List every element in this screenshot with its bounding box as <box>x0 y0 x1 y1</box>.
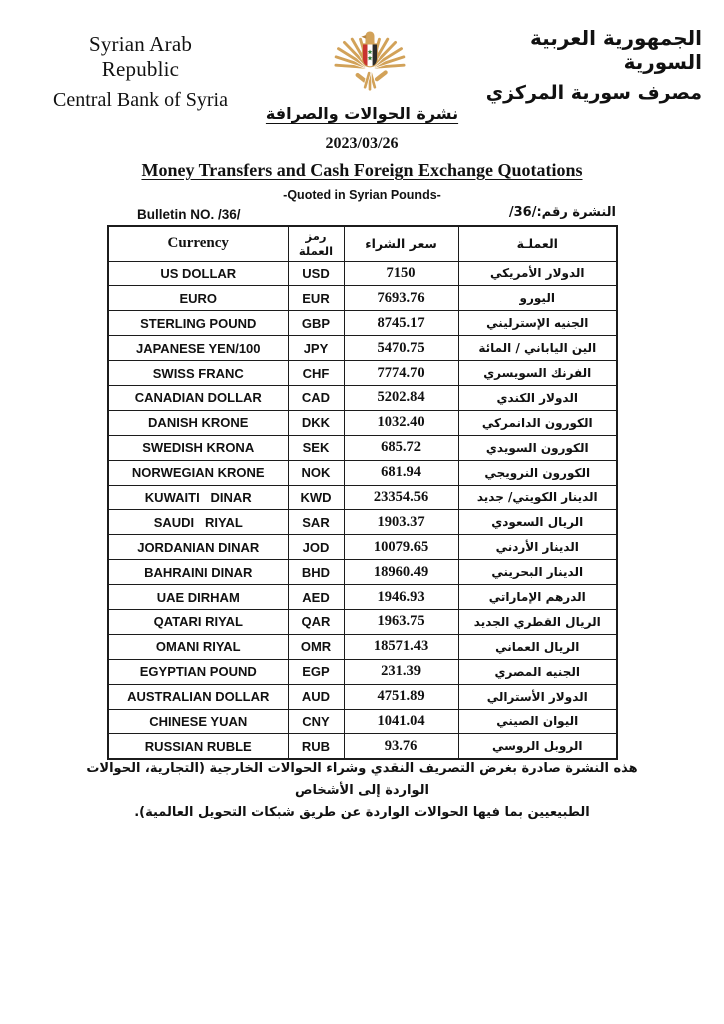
currency-code: CAD <box>288 385 344 410</box>
header-buying-price: سعر الشراء <box>344 226 458 261</box>
table-row <box>108 709 617 734</box>
buying-price: 681.94 <box>344 460 458 485</box>
currency-name-en: DANISH KRONE <box>108 410 288 435</box>
currency-code: AUD <box>288 684 344 709</box>
currency-name-en: JAPANESE YEN/100 <box>108 336 288 361</box>
buying-price: 5202.84 <box>344 385 458 410</box>
eagle-icon <box>326 26 414 102</box>
buying-price: 1041.04 <box>344 709 458 734</box>
buying-price: 4751.89 <box>344 684 458 709</box>
currency-name-ar: الين الياباني / المائة <box>458 336 617 361</box>
buying-price: 7150 <box>344 261 458 286</box>
currency-code: GBP <box>288 311 344 336</box>
table-row <box>108 585 617 610</box>
currency-name-en: UAE DIRHAM <box>108 585 288 610</box>
currency-name-en: JORDANIAN DINAR <box>108 535 288 560</box>
currency-name-ar: الكورون النرويجي <box>458 460 617 485</box>
buying-price: 10079.65 <box>344 535 458 560</box>
currency-name-ar: اليورو <box>458 286 617 311</box>
footer-note-line2: الطبيعيين بما فيها الحوالات الواردة عن طريق شبكات التحويل العالمية). <box>134 805 590 820</box>
currency-name-ar: الروبل الروسي <box>458 734 617 759</box>
table-row <box>108 659 617 684</box>
currency-name-en: US DOLLAR <box>108 261 288 286</box>
header-currency-code: رمز العملة <box>288 226 344 261</box>
buying-price: 18960.49 <box>344 560 458 585</box>
buying-price: 1963.75 <box>344 609 458 634</box>
currency-name-ar: اليوان الصيني <box>458 709 617 734</box>
table-row <box>108 410 617 435</box>
bulletin-number-ar: النشرة رقم:/36/ <box>508 205 616 220</box>
currency-code: NOK <box>288 460 344 485</box>
table-row <box>108 510 617 535</box>
buying-price: 23354.56 <box>344 485 458 510</box>
table-row <box>108 485 617 510</box>
currency-name-en: STERLING POUND <box>108 311 288 336</box>
currency-name-en: SWEDISH KRONA <box>108 435 288 460</box>
buying-price: 5470.75 <box>344 336 458 361</box>
bulletin-title-en: Money Transfers and Cash Foreign Exchange Quotations <box>141 160 583 180</box>
table-row <box>108 634 617 659</box>
currency-name-ar: الدولار الأمريكي <box>458 261 617 286</box>
bulletin-title-ar: نشرة الحوالات والصرافة <box>265 104 459 123</box>
table-row <box>108 535 617 560</box>
header-right <box>482 26 702 104</box>
currency-name-ar: الكورون السويدي <box>458 435 617 460</box>
currency-code: QAR <box>288 609 344 634</box>
currency-name-ar: الريال العماني <box>458 634 617 659</box>
currency-name-en: SWISS FRANC <box>108 361 288 386</box>
currency-name-en: KUWAITI DINAR <box>108 485 288 510</box>
currency-name-en: SAUDI RIYAL <box>108 510 288 535</box>
currency-code: BHD <box>288 560 344 585</box>
country-name-ar: الجمهورية العربية السورية <box>530 26 702 74</box>
currency-name-ar: الفرنك السويسري <box>458 361 617 386</box>
table-row <box>108 684 617 709</box>
bulletin-number-en: Bulletin NO. /36/ <box>137 207 241 222</box>
buying-price: 1946.93 <box>344 585 458 610</box>
currency-code: CHF <box>288 361 344 386</box>
table-row <box>108 336 617 361</box>
bank-name-en: Central Bank of Syria <box>53 89 228 111</box>
table-row <box>108 435 617 460</box>
currency-name-ar: الدينار الكويتي/ جديد <box>458 485 617 510</box>
table-row <box>108 361 617 386</box>
currency-name-ar: الريال السعودي <box>458 510 617 535</box>
buying-price: 93.76 <box>344 734 458 759</box>
table-header-row <box>108 226 617 261</box>
bulletin-date: 2023/03/26 <box>325 135 399 152</box>
currency-code: DKK <box>288 410 344 435</box>
header-currency-ar: العملـة <box>458 226 617 261</box>
currency-code: AED <box>288 585 344 610</box>
table-row <box>108 286 617 311</box>
buying-price: 685.72 <box>344 435 458 460</box>
currency-code: EUR <box>288 286 344 311</box>
syrian-eagle-emblem <box>326 26 414 102</box>
currency-code: CNY <box>288 709 344 734</box>
buying-price: 8745.17 <box>344 311 458 336</box>
header-currency-en: Currency <box>108 226 288 261</box>
currency-name-ar: الجنيه الإسترليني <box>458 311 617 336</box>
rates-table-body <box>108 261 617 759</box>
bank-name-ar: مصرف سورية المركزي <box>485 82 702 104</box>
currency-code: EGP <box>288 659 344 684</box>
currency-name-en: CHINESE YUAN <box>108 709 288 734</box>
currency-name-en: QATARI RIYAL <box>108 609 288 634</box>
buying-price: 231.39 <box>344 659 458 684</box>
buying-price: 18571.43 <box>344 634 458 659</box>
currency-name-en: OMANI RIYAL <box>108 634 288 659</box>
table-row <box>108 261 617 286</box>
buying-price: 7774.70 <box>344 361 458 386</box>
currency-code: KWD <box>288 485 344 510</box>
currency-code: SEK <box>288 435 344 460</box>
table-row <box>108 609 617 634</box>
currency-name-ar: الدولار الأسترالي <box>458 684 617 709</box>
currency-code: JOD <box>288 535 344 560</box>
buying-price: 1032.40 <box>344 410 458 435</box>
buying-price: 7693.76 <box>344 286 458 311</box>
table-row <box>108 560 617 585</box>
currency-code: OMR <box>288 634 344 659</box>
currency-name-en: NORWEGIAN KRONE <box>108 460 288 485</box>
header-left <box>48 32 233 112</box>
currency-name-ar: الدينار البحريني <box>458 560 617 585</box>
currency-code: USD <box>288 261 344 286</box>
quoted-in-note: -Quoted in Syrian Pounds- <box>283 188 441 202</box>
currency-code: SAR <box>288 510 344 535</box>
footer-note-line1: هذه النشرة صادرة بغرض التصريف النقدي وشراء الحوالات الخارجية (التجارية، الحوالات الواردة إلى الأشخاص <box>86 761 638 798</box>
currency-name-en: EURO <box>108 286 288 311</box>
country-name-en: Syrian Arab Republic <box>88 32 193 81</box>
footer-note <box>86 758 638 824</box>
table-row <box>108 311 617 336</box>
buying-price: 1903.37 <box>344 510 458 535</box>
currency-name-en: RUSSIAN RUBLE <box>108 734 288 759</box>
currency-name-ar: الدينار الأردني <box>458 535 617 560</box>
currency-name-en: BAHRAINI DINAR <box>108 560 288 585</box>
currency-name-en: EGYPTIAN POUND <box>108 659 288 684</box>
currency-code: JPY <box>288 336 344 361</box>
currency-name-ar: الريال القطري الجديد <box>458 609 617 634</box>
currency-name-ar: الجنيه المصري <box>458 659 617 684</box>
currency-name-ar: الدرهم الإماراتي <box>458 585 617 610</box>
exchange-rates-table <box>107 225 618 760</box>
currency-code: RUB <box>288 734 344 759</box>
currency-name-ar: الكورون الدانمركي <box>458 410 617 435</box>
table-row <box>108 385 617 410</box>
currency-name-en: CANADIAN DOLLAR <box>108 385 288 410</box>
table-row <box>108 460 617 485</box>
currency-name-en: AUSTRALIAN DOLLAR <box>108 684 288 709</box>
table-row <box>108 734 617 759</box>
currency-name-ar: الدولار الكندي <box>458 385 617 410</box>
